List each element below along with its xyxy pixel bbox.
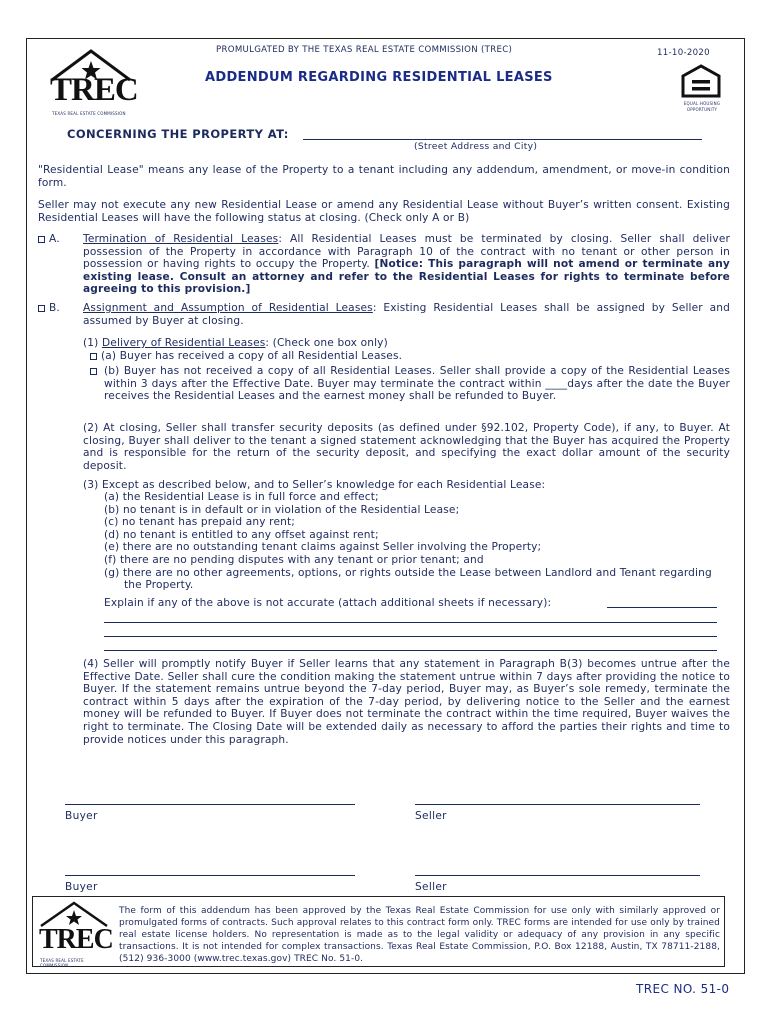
trec-logo-caption: TEXAS REAL ESTATE COMMISSION	[52, 111, 126, 116]
form-date: 11-10-2020	[657, 48, 710, 58]
item2: (2) At closing, Seller shall transfer security deposits (as defined under §92.102, Property Code), if any, to Buyer. At closing, Buyer shall deliver to the tenant a signed statement acknowledging that the Buyer has acquired the Property and is responsible for the return of the security deposit, and specifying the exact dollar amount of the security deposit.	[83, 422, 730, 472]
option-a-marker	[38, 233, 60, 246]
seller-signature-line-2[interactable]	[415, 875, 700, 876]
equal-housing-icon	[676, 63, 726, 99]
promulgated-line: PROMULGATED BY THE TEXAS REAL ESTATE COMMISSION (TREC)	[216, 45, 513, 55]
option-a-text: : All Residential Leases must be terminated by closing. Seller shall deliver possession of the Property in accordance with Paragraph 10 of the contract with no tenant or other person in possession or having rights to occupy the Property.	[83, 233, 730, 271]
item3-item-a: (a) the Residential Lease is in full force and effect;	[104, 491, 379, 503]
option-a-paragraph	[83, 233, 730, 296]
seller-signature-line-1[interactable]	[415, 804, 700, 805]
explain-label: Explain if any of the above is not accurate (attach additional sheets if necessary):	[104, 597, 552, 609]
item1-header	[83, 337, 388, 350]
item1-b-text-wrap	[104, 365, 730, 403]
item3-intro: (3) Except as described below, and to Seller’s knowledge for each Residential Lease:	[83, 479, 546, 491]
item1-num: (1)	[83, 337, 99, 349]
option-b-text: : Existing Residential Leases shall be assigned by Seller and assumed by Buyer at closing.	[83, 302, 730, 327]
eho-caption-2: OPPORTUNITY	[686, 107, 718, 112]
intro-definition: "Residential Lease" means any lease of the Property to a tenant including any addendum, amendment, or move-in condition form.	[38, 164, 730, 189]
property-label: CONCERNING THE PROPERTY AT:	[67, 127, 289, 141]
eho-caption-1: EQUAL HOUSING	[683, 101, 721, 106]
property-address-field[interactable]	[303, 139, 702, 140]
item3-item-b: (b) no tenant is in default or in violation of the Residential Lease;	[104, 503, 460, 516]
item1-b-checkbox-wrap	[90, 365, 101, 378]
option-b-paragraph	[83, 302, 730, 327]
item1-heading: Delivery of Residential Leases	[102, 337, 266, 349]
buyer-signature-line-2[interactable]	[65, 875, 355, 876]
option-a-letter: A.	[49, 233, 60, 245]
explain-field-1[interactable]	[607, 607, 717, 608]
item1-b-checkbox[interactable]	[90, 368, 97, 375]
option-a-checkbox[interactable]	[38, 236, 45, 243]
item3-item-d: (d) no tenant is entitled to any offset against rent;	[104, 528, 379, 541]
form-number: TREC NO. 51-0	[636, 982, 730, 996]
item1-suffix: : (Check one box only)	[265, 337, 388, 349]
item1-a-text: (a) Buyer has received a copy of all Residential Leases.	[101, 350, 403, 362]
page-title: ADDENDUM REGARDING RESIDENTIAL LEASES	[205, 70, 553, 85]
buyer-label-1: Buyer	[65, 810, 98, 822]
item3-item-c: (c) no tenant has prepaid any rent;	[104, 516, 296, 529]
seller-label-1: Seller	[415, 810, 447, 822]
buyer-label-2: Buyer	[65, 881, 98, 893]
option-b-checkbox[interactable]	[38, 305, 45, 312]
explain-field-4[interactable]	[104, 650, 717, 651]
explain-field-2[interactable]	[104, 622, 717, 623]
footer-logo-caption: TEXAS REAL ESTATE COMMISSION	[40, 958, 84, 968]
option-a-notice: [Notice: This paragraph will not amend or terminate any existing lease. Consult an attorney and refer to the Residential Leases for rights to terminate before agreeing to this provision.]	[83, 258, 730, 296]
option-a-heading: Termination of Residential Leases	[83, 233, 279, 245]
option-b-marker	[38, 302, 60, 315]
trec-logo-text: TREC	[50, 72, 138, 108]
option-b-heading: Assignment and Assumption of Residential Leases	[83, 302, 373, 314]
item1-a-checkbox[interactable]	[90, 353, 97, 360]
buyer-signature-line-1[interactable]	[65, 804, 355, 805]
option-b-letter: B.	[49, 302, 60, 314]
item3-item-g: (g) there are no other agreements, options, or rights outside the Lease between Landlord and Tenant regarding the Property.	[104, 566, 712, 592]
footer-logo-text: TREC	[39, 924, 113, 955]
item1-b-text: (b) Buyer has not received a copy of all Residential Leases. Seller shall provide a copy of the Residential Leases within 3 days after the Effective Date. Buyer may terminate the contract within ____days after the date the Buyer receives the Residential Leases and the earnest money shall be refunded to Buyer.	[104, 365, 730, 403]
trec-logo	[48, 48, 138, 118]
intro-status: Seller may not execute any new Residential Lease or amend any Residential Lease without Buyer’s written consent. Existing Residential Leases will have the following status at closing. (Check only A or B)	[38, 199, 730, 224]
explain-field-3[interactable]	[104, 636, 717, 637]
equal-housing-logo	[676, 63, 726, 119]
item4: (4) Seller will promptly notify Buyer if Seller learns that any statement in Paragraph B(3) becomes untrue after the Effective Date. Seller shall cure the condition making the statement untrue within 7 days after providing the notice to Buyer. If the statement remains untrue beyond the 7-day period, Buyer may, as Buyer’s sole remedy, terminate the contract within 5 days after the expiration of the 7-day period, by delivering notice to the Seller and the earnest money will be refunded to Buyer. If Buyer does not terminate the contract within the time required, Buyer waives the right to terminate. The Closing Date will be extended daily as necessary to afford the parties their rights and time to provide notices under this paragraph.	[83, 658, 730, 746]
item3-list	[104, 491, 730, 592]
item1-a	[90, 350, 402, 363]
seller-label-2: Seller	[415, 881, 447, 893]
property-sublabel: (Street Address and City)	[414, 141, 538, 152]
footer-disclaimer: The form of this addendum has been approved by the Texas Real Estate Commission for use only with similarly approved or promulgated forms of contracts. Such approval relates to this contract form only. TREC forms are intended for use only by trained real estate license holders. No representation is made as to the legal validity or adequacy of any provision in any specific transactions. It is not intended for complex transactions. Texas Real Estate Commission, P.O. Box 12188, Austin, TX 78711-2188, (512) 936-3000 (www.trec.texas.gov) TREC No. 51-0.	[119, 906, 720, 964]
footer-trec-logo	[38, 900, 113, 968]
item3-item-e: (e) there are no outstanding tenant claims against Seller involving the Property;	[104, 541, 542, 554]
item3-item-f: (f) there are no pending disputes with any tenant or prior tenant; and	[104, 553, 484, 566]
